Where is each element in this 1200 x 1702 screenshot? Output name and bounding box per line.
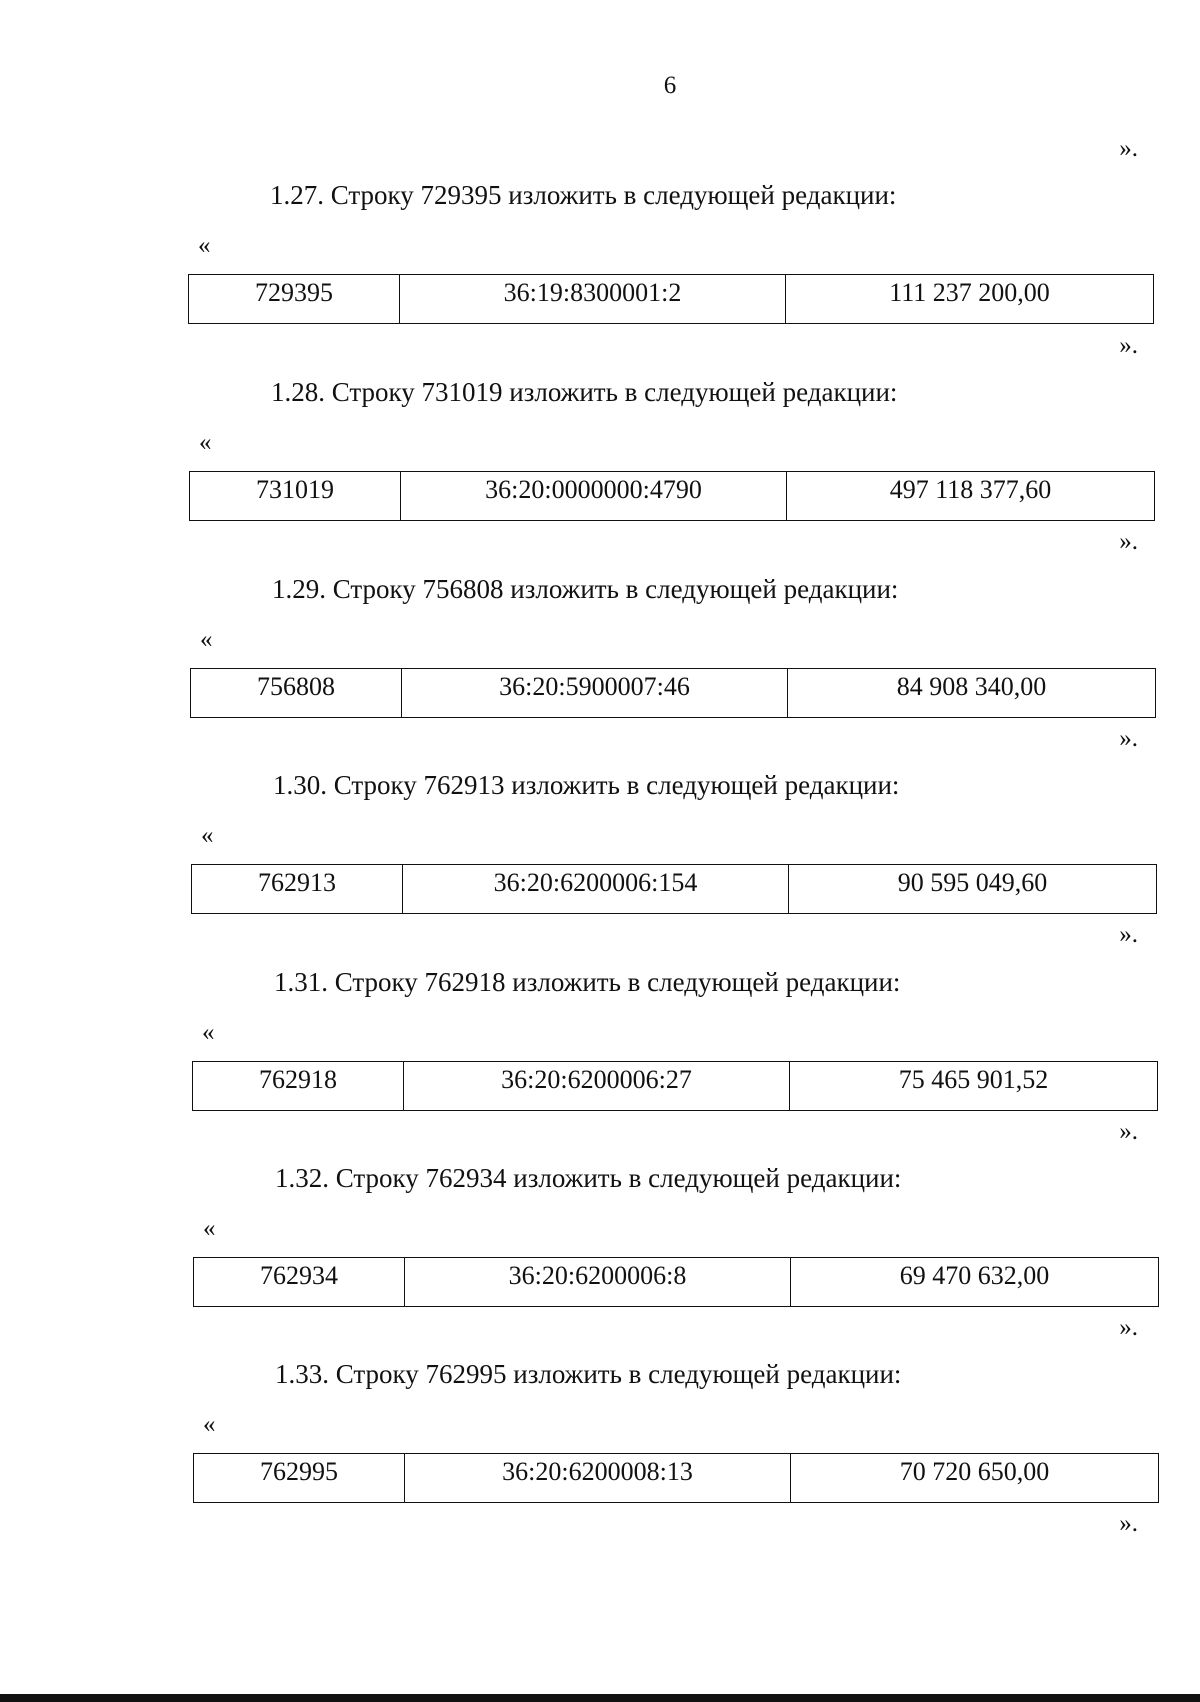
- opening-quote: «: [203, 1215, 216, 1242]
- row-table: [188, 274, 1154, 324]
- value-cell: 70 720 650,00: [791, 1454, 1159, 1503]
- closing-quote: ».: [1119, 332, 1138, 359]
- row-code-cell: 729395: [189, 275, 400, 324]
- table-row: [189, 275, 1154, 324]
- row-table: [193, 1257, 1159, 1307]
- row-code-cell: 762913: [192, 865, 403, 914]
- scan-bottom-edge: [0, 1694, 1200, 1702]
- section-heading: 1.31. Строку 762918 изложить в следующей редакции:: [274, 967, 901, 997]
- value-cell: 90 595 049,60: [789, 865, 1157, 914]
- section-heading: 1.33. Строку 762995 изложить в следующей редакции:: [275, 1359, 902, 1389]
- opening-quote: «: [198, 232, 211, 259]
- closing-quote: ».: [1119, 1510, 1138, 1537]
- closing-quote: ».: [1119, 1118, 1138, 1145]
- cadastral-number-cell: 36:20:6200006:8: [405, 1258, 791, 1307]
- row-table: [193, 1453, 1159, 1503]
- row-table: [190, 668, 1156, 718]
- value-cell: 497 118 377,60: [787, 472, 1155, 521]
- table-row: [191, 669, 1156, 718]
- section-heading: 1.27. Строку 729395 изложить в следующей редакции:: [270, 180, 897, 210]
- row-code-cell: 762918: [193, 1062, 404, 1111]
- opening-quote: «: [203, 1411, 216, 1438]
- row-table: [189, 471, 1155, 521]
- cadastral-number-cell: 36:20:5900007:46: [402, 669, 788, 718]
- table-row: [194, 1258, 1159, 1307]
- closing-quote: ».: [1119, 1314, 1138, 1341]
- cadastral-number-cell: 36:20:6200006:154: [403, 865, 789, 914]
- row-code-cell: 731019: [190, 472, 401, 521]
- opening-quote: «: [202, 1019, 215, 1046]
- value-cell: 75 465 901,52: [790, 1062, 1158, 1111]
- row-table: [191, 864, 1157, 914]
- cadastral-number-cell: 36:20:0000000:4790: [401, 472, 787, 521]
- opening-quote: «: [199, 429, 212, 456]
- row-code-cell: 762934: [194, 1258, 405, 1307]
- page-number: 6: [663, 72, 677, 99]
- value-cell: 111 237 200,00: [786, 275, 1154, 324]
- closing-quote: ».: [1119, 921, 1138, 948]
- row-table: [192, 1061, 1158, 1111]
- cadastral-number-cell: 36:20:6200006:27: [404, 1062, 790, 1111]
- table-row: [190, 472, 1155, 521]
- table-row: [194, 1454, 1159, 1503]
- section-heading: 1.32. Строку 762934 изложить в следующей редакции:: [275, 1163, 902, 1193]
- cadastral-number-cell: 36:19:8300001:2: [400, 275, 786, 324]
- table-row: [192, 865, 1157, 914]
- table-row: [193, 1062, 1158, 1111]
- value-cell: 84 908 340,00: [788, 669, 1156, 718]
- closing-quote: ».: [1119, 135, 1138, 162]
- closing-quote: ».: [1119, 528, 1138, 555]
- closing-quote: ».: [1119, 725, 1138, 752]
- row-code-cell: 762995: [194, 1454, 405, 1503]
- row-code-cell: 756808: [191, 669, 402, 718]
- value-cell: 69 470 632,00: [791, 1258, 1159, 1307]
- section-heading: 1.29. Строку 756808 изложить в следующей редакции:: [272, 574, 899, 604]
- opening-quote: «: [200, 626, 213, 653]
- opening-quote: «: [201, 822, 214, 849]
- cadastral-number-cell: 36:20:6200008:13: [405, 1454, 791, 1503]
- section-heading: 1.28. Строку 731019 изложить в следующей редакции:: [271, 377, 898, 407]
- section-heading: 1.30. Строку 762913 изложить в следующей редакции:: [273, 770, 900, 800]
